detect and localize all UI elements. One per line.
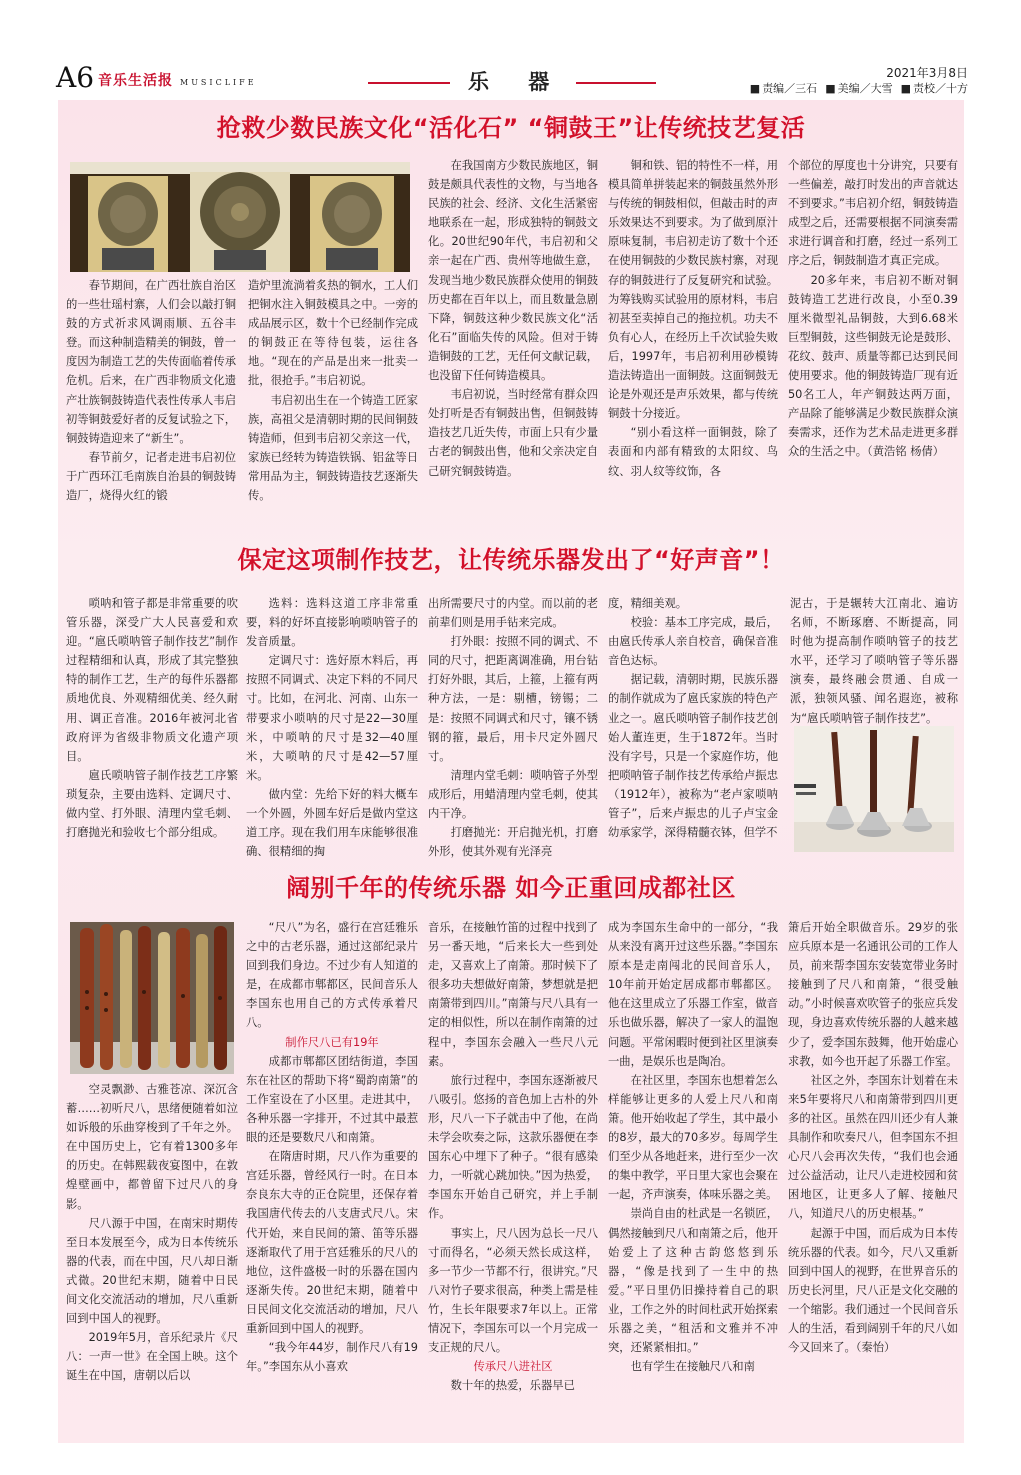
paragraph: 在我国南方少数民族地区，铜鼓是颇具代表性的文物，与当地各民族的社会、经济、文化生活紧密地联系在一起，形成独特的铜鼓文化。20世纪90年代，韦启初和父亲一起在广西、贵州等地做生意，发现当地少数民族群众使用的铜鼓历史都在百年以上，而且数量急剧下降，铜鼓这种少数民族文化“活化石”面临失传的风险。但对于铸造铜鼓的工艺，无任何文献记载，也没留下任何铸造模具。	[428, 159, 598, 383]
paragraph: 清理内堂毛刺：唢呐管子外型成形后，用蜡清理内堂毛刺，使其内干净。	[428, 768, 598, 821]
paragraph: 成都市郫都区团结街道，李国东在社区的帮助下将“蜀韵南箫”的工作室设在了小区里。走进其中，各种乐器一字排开，不过其中最惹眼的还是要数尺八和南箫。	[246, 1054, 418, 1145]
paragraph: 据记载，清朝时期，民族乐器的制作就成为了扈氏家族的特色产业之一。扈氏唢呐管子制作技艺创始人董连更，生于1872年。当时没有字号，只是一个家庭作坊，他把唢呐管子制作技艺传承给卢振忠（1912年），被称为“老卢家唢呐管子”，后来卢振忠的儿子卢宝金幼承家学，深得精髓衣钵，但学不	[608, 673, 778, 840]
paragraph: 20多年来，韦启初不断对铜鼓铸造工艺进行改良，小至0.39厘米微型礼品铜鼓，大到6.68米巨型铜鼓，这些铜鼓无论是鼓形、花纹、鼓声、质量等都已达到民间使用要求。他的铜鼓铸造厂现有近50名工人，年产铜鼓达两万面，产品除了能够满足少数民族群众演奏需求，还作为艺术品走进更多群众的生活之中。（黄浩铭 杨倩）	[788, 273, 958, 459]
article1-column-4	[608, 156, 778, 528]
paragraph: 数十年的热爱，乐器早已	[450, 1379, 575, 1393]
article1-column-3	[428, 156, 598, 528]
article3-column-5	[788, 918, 958, 1440]
paragraph: 音乐，在接触竹笛的过程中找到了另一番天地，“后来长大一些到处走，又喜欢上了南箫。那时候下了很多功夫想做好南箫，梦想就是把南箫带到四川。”南箫与尺八具有一定的相似性，所以在制作南箫的过程中，李国东会融入一些尺八元素。	[428, 921, 598, 1068]
page-number: A6	[56, 61, 95, 94]
paragraph: 铜和铁、铝的特性不一样，用模具简单拼装起来的铜鼓虽然外形与传统的铜鼓相似，但敲击时的声乐效果达不到要求。为了做到原汁原味复制，韦启初走访了数十个还在使用铜鼓的少数民族村寨，对现存的铜鼓进行了反复研究和试验。为筹钱购买试验用的原材料，韦启初甚至卖掉自己的拖拉机。功夫不负有心人，在经历上千次试验失败后，1997年，韦启初利用砂模铸造法铸造出一面铜鼓。这面铜鼓无论是外观还是声乐效果，都与传统铜鼓十分接近。	[608, 159, 778, 421]
paragraph: 校验：基本工序完成，最后，由扈氏传承人亲自校音，确保音准音色达标。	[608, 616, 778, 668]
article1-column-1	[66, 276, 236, 528]
paragraph: 箫后开始全职做音乐。29岁的张应兵原本是一名通讯公司的工作人员，前来帮李国东安装宽带业务时接触到了尺八和南箫，“很受触动。”小时候喜欢吹管子的张应兵发现，身边喜欢传统乐器的人越来越少了，爱李国东鼓舞，他开始虚心求教，如今也开起了乐器工作室。	[788, 921, 958, 1068]
paragraph: 2019年5月，音乐纪录片《尺八：一声一世》在全国上映。这个诞生在中国，唐朝以后以	[66, 1331, 238, 1383]
paragraph: 打外眼：按照不同的调式、不同的尺寸，把距离调准确，用台钻打好外眼，其后，上箍，上箍有两种方法，一是：剔槽，镑锡；二是：按照不同调式和尺寸，镶不锈钢的箍，最后，用卡尺定外圆尺寸。	[428, 635, 598, 763]
paragraph: 在社区里，李国东也想着怎么样能够让更多的人爱上尺八和南箫。他开始收起了学生，其中最小的8岁，最大的70多岁。每周学生们至少从各地赶来，进行至少一次的集中教学，平日里大家也会聚在一起，齐声演奏，体味乐器之美。	[608, 1073, 778, 1202]
section-rule-right	[576, 82, 656, 84]
credit-editor: ■ 责编／三石	[742, 82, 817, 95]
paragraph: 造炉里流淌着炙热的铜水，工人们把铜水注入铜鼓模具之中。一旁的成品展示区，数十个已经制作完成的铜鼓正在等待包装，运往各地。“现在的产品是出来一批卖一批，很抢手。”韦启初说。	[248, 279, 418, 388]
bronze-drum-photo	[70, 162, 410, 272]
newspaper-latin-name: MUSICLIFE	[180, 78, 257, 87]
suona-photo	[794, 726, 954, 852]
article3-column-4	[608, 918, 778, 1440]
article2-column-2	[246, 594, 418, 866]
paragraph: 成为李国东生命中的一部分，“我从来没有离开过这些乐器。”李国东原本是走南闯北的民间音乐人，10年前开始定居成都市郫都区。他在这里成立了乐器工作室，做音乐也做乐器，解决了一家人的温饱问题。平常闲暇时便到社区里演奏一曲，是娱乐也是陶冶。	[608, 921, 778, 1068]
paragraph: 个部位的厚度也十分讲究，只要有一些偏差，敲打时发出的声音就达不到要求。”韦启初介绍，铜鼓铸造成型之后，还需要根据不同演奏需求进行调音和打磨，经过一系列工序之后，铜鼓制造才真正完成。	[788, 159, 958, 268]
paragraph: 春节期间，在广西壮族自治区的一些壮瑶村寨，人们会以敲打铜鼓的方式祈求风调雨顺、五谷丰登。而这种制造精美的铜鼓，曾一度因为制造工艺的失传面临着传承危机。后来，在广西非物质文化遗产壮族铜鼓铸造代表性传承人韦启初等铜鼓爱好者的反复试验之下，铜鼓铸造迎来了“新生”。	[66, 279, 236, 445]
credit-proofreader: ■ 责校／十方	[893, 82, 968, 95]
section-title: 乐 器	[468, 70, 566, 94]
article2-column-5	[790, 594, 958, 725]
page-content	[58, 100, 964, 1443]
article3-column-1	[66, 1080, 238, 1438]
paragraph: 扈氏唢呐管子制作技艺工序繁琐复杂，主要由选料、定调尺寸、做内堂、打外眼、清理内堂毛刺、打磨抛光和验收七个部分组成。	[66, 768, 238, 840]
article3-subhead-2: 传承尺八进社区	[473, 1360, 553, 1374]
issue-date: 2021年3月8日	[886, 66, 968, 80]
paragraph: 也有学生在接触尺八和南	[630, 1360, 755, 1374]
paragraph: 唢呐和管子都是非常重要的吹管乐器，深受广大人民喜爱和欢迎。“扈氏唢呐管子制作技艺”制作过程精细和认真，形成了其完整独特的制作工艺，生产的每件乐器都质地优良、外观精细优美、经久耐用、调正音准。2016年被河北省政府评为省级非物质文化遗产项目。	[66, 597, 238, 763]
article2-column-4	[608, 594, 778, 866]
paragraph: 做内堂：先给下好的料大概车一个外圆，外圆车好后是做内堂这道工序。现在我们用车床能够很准确、很精细的掏	[246, 787, 418, 859]
article2-headline: 保定这项制作技艺，让传统乐器发出了“好声音”！	[237, 546, 785, 574]
article3-headline: 阔别千年的传统乐器 如今正重回成都社区	[286, 874, 736, 902]
paragraph: 度，精细美观。	[608, 597, 688, 610]
editor-credits	[742, 80, 968, 96]
paragraph: 尺八源于中国，在南宋时期传至日本发展至今，成为日本传统乐器的代表，而在中国，尺八却日渐式微。20世纪末期，随着中日民间文化交流活动的增加，尺八重新回到中国人的视野。	[66, 1216, 238, 1326]
paragraph: 起源于中国，而后成为日本传统乐器的代表。如今，尺八又重新回到中国人的视野，在世界音乐的历史长河里，尺八正是文化交融的一个缩影。我们通过一个民间音乐人的生活，看到阔别千年的尺八如今又回来了。（秦怡）	[788, 1226, 958, 1355]
paragraph: 泥古，于是辗转大江南北、遍访名师，不断琢磨、不断提高，同时他为提高制作唢呐管子的技艺水平，还学习了唢呐管子等乐器演奏，最终融会贯通、自成一派，独领风骚、闻名遐迩，被称为“扈氏唢呐管子制作技艺”。	[790, 597, 958, 725]
paragraph: 崇尚自由的杜武是一名锁匠，偶然接触到尺八和南箫之后，他开始爱上了这种古韵悠悠到乐器，“像是找到了一生中的热爱。”平日里仍旧操持着自己的职业，工作之外的时间杜武开始探索乐器之美，“租活和文雅并不冲突，还紧紧相扣。”	[608, 1207, 778, 1355]
section-rule-left	[368, 82, 450, 84]
paragraph: 选料：选料这道工序非常重要，料的好坏直接影响唢呐管子的发音质量。	[246, 597, 418, 649]
shakuhachi-photo	[70, 922, 234, 1074]
paragraph: 韦启初出生在一个铸造工匠家族，高祖父是清朝时期的民间铜鼓铸造师，但到韦启初父亲这一代，家族已经转为铸造铁锅、铝盆等日常用品为主，铜鼓铸造技艺逐渐失传。	[248, 393, 418, 503]
paragraph: 旅行过程中，李国东逐渐被尺八吸引。悠扬的音色加上古朴的外形，尺八一下子就击中了他，在尚未学会吹奏之际，这款乐器便在李国东心中埋下了种子。“很有感染力，一听就心跳加快。”因为热爱，李国东开始自己研究，并上手制作。	[428, 1073, 598, 1221]
article1-column-2	[248, 276, 418, 528]
article1-column-5	[788, 156, 958, 530]
article1-headline: 抢救少数民族文化“活化石” “铜鼓王”让传统技艺复活	[216, 114, 806, 142]
paragraph: “我今年44岁，制作尺八有19年。”李国东从小喜欢	[246, 1341, 418, 1374]
article2-column-3	[428, 594, 598, 866]
newspaper-name: 音乐生活报	[98, 73, 173, 89]
paragraph: 定调尺寸：选好原木料后，再按照不同调式、决定下料的不同尺寸。比如，在河北、河南、山东一带要求小唢呐的尺寸是22—30厘米，中唢呐的尺寸是32—40厘米，大唢呐的尺寸是42—57厘米。	[246, 654, 418, 782]
paragraph: 空灵飘渺、古雅苍凉、深沉含蓄……初听尺八，思绪便随着如泣如诉般的乐曲穿梭到了千年之外。在中国历史上，它有着1300多年的历史。在韩熙载夜宴图中，在敦煌壁画中，都曾留下过尺八的身影。	[66, 1083, 238, 1211]
article3-column-3	[428, 918, 598, 1440]
paragraph: 在隋唐时期，尺八作为重要的宫廷乐器，曾经风行一时。在日本奈良东大寺的正仓院里，还保存着我国唐代传去的八支唐式尺八。宋代开始，来自民间的箫、笛等乐器逐渐取代了用于宫廷雅乐的尺八的地位，这件盛极一时的乐器在国内逐渐失传。20世纪末期，随着中日民间文化交流活动的增加，尺八重新回到中国人的视野。	[246, 1150, 418, 1335]
paragraph: 韦启初说，当时经常有群众四处打听是否有铜鼓出售，但铜鼓铸造技艺几近失传，市面上只有少量古老的铜鼓出售，他和父亲决定自己研究铜鼓铸造。	[428, 388, 598, 478]
paragraph: “尺八”为名，盛行在宫廷雅乐之中的古老乐器，通过这部纪录片回到我们身边。不过少有人知道的是，在成都市郫都区，民间音乐人李国东也用自己的方式传承着尺八。	[246, 921, 418, 1030]
article3-subhead-1: 制作尺八已有19年	[285, 1035, 379, 1049]
paragraph: 事实上，尺八因为总长一尺八寸而得名，“必须天然长成这样，多一节少一节都不行，很讲究。”尺八对竹子要求很高，种类上需是桂竹，生长年限要求7年以上。正常情况下，李国东可以一个月完成一支正规的尺八。	[428, 1226, 598, 1355]
article2-column-1	[66, 594, 238, 866]
article3-column-2	[246, 918, 418, 1440]
paragraph: 社区之外，李国东计划着在未来5年要将尺八和南箫带到四川更多的社区。虽然在四川还少有人兼具制作和吹奏尺八，但李国东不担心尺八会再次失传，“我们也会通过公益活动，让尺八走进校园和贫困地区，让更多人了解、接触尺八，知道尺八的历史根基。”	[788, 1073, 958, 1221]
paragraph: “别小看这样一面铜鼓，除了表面和内部有精致的太阳纹、鸟纹、羽人纹等纹饰，各	[608, 426, 778, 478]
masthead	[56, 62, 968, 102]
credit-designer: ■ 美编／大雪	[817, 82, 892, 95]
paragraph: 春节前夕，记者走进韦启初位于广西环江毛南族自治县的铜鼓铸造厂，烧得火红的锻	[66, 450, 236, 503]
paragraph: 出所需要尺寸的内堂。而以前的老前辈们则是用手钻来完成。	[428, 597, 598, 630]
paragraph: 打磨抛光：开启抛光机，打磨外形，使其外观有光泽亮	[428, 826, 598, 859]
